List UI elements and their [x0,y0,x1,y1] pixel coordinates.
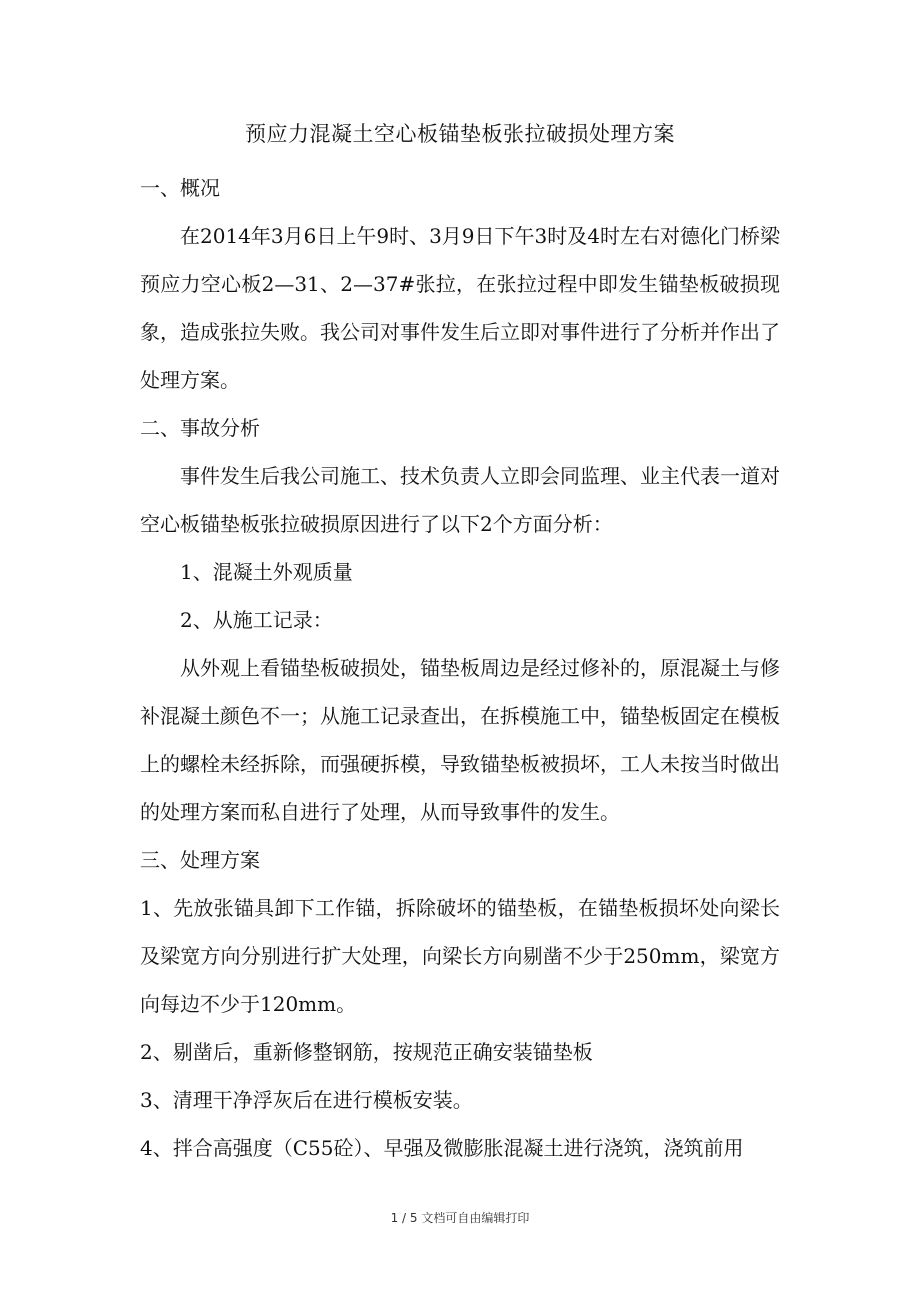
section-heading-solution: 三、处理方案 [140,848,260,872]
solution-step-3: 3、清理干净浮灰后在进行模板安装。 [140,1088,473,1112]
section-heading-overview: 一、概况 [140,176,220,200]
document-body [140,164,780,1172]
analysis-intro-paragraph: 事件发生后我公司施工、技术负责人立即会同监理、业主代表一道对空心板锚垫板张拉破损原因进行了以下2个方面分析： [140,464,780,536]
solution-step-1: 1、先放张锚具卸下工作锚，拆除破坏的锚垫板，在锚垫板损坏处向梁长及梁宽方向分别进行扩大处理，向梁长方向剔凿不少于250mm，梁宽方向每边不少于120mm。 [140,896,780,1016]
analysis-item-1: 1、混凝土外观质量 [180,560,353,584]
overview-paragraph: 在2014年3月6日上午9时、3月9日下午3时及4时左右对德化门桥梁预应力空心板2—31、2—37#张拉，在张拉过程中即发生锚垫板破损现象，造成张拉失败。我公司对事件发生后立即对事件进行了分析并作出了处理方案。 [140,224,780,392]
solution-step-4: 4、拌合高强度（C55砼）、早强及微膨胀混凝土进行浇筑，浇筑前用 [140,1136,744,1160]
analysis-item-2: 2、从施工记录： [180,608,333,632]
document-title: 预应力混凝土空心板锚垫板张拉破损处理方案 [245,122,675,146]
section-heading-analysis: 二、事故分析 [140,416,260,440]
page-footer: 1 / 5 文档可自由编辑打印 [390,1211,530,1225]
solution-step-2: 2、剔凿后，重新修整钢筋，按规范正确安装锚垫板 [140,1040,593,1064]
analysis-finding-paragraph: 从外观上看锚垫板破损处，锚垫板周边是经过修补的，原混凝土与修补混凝土颜色不一；从施工记录查出，在拆模施工中，锚垫板固定在模板上的螺栓未经拆除，而强硬拆模，导致锚垫板被损坏，工人未按当时做出的处理方案而私自进行了处理，从而导致事件的发生。 [140,656,780,824]
